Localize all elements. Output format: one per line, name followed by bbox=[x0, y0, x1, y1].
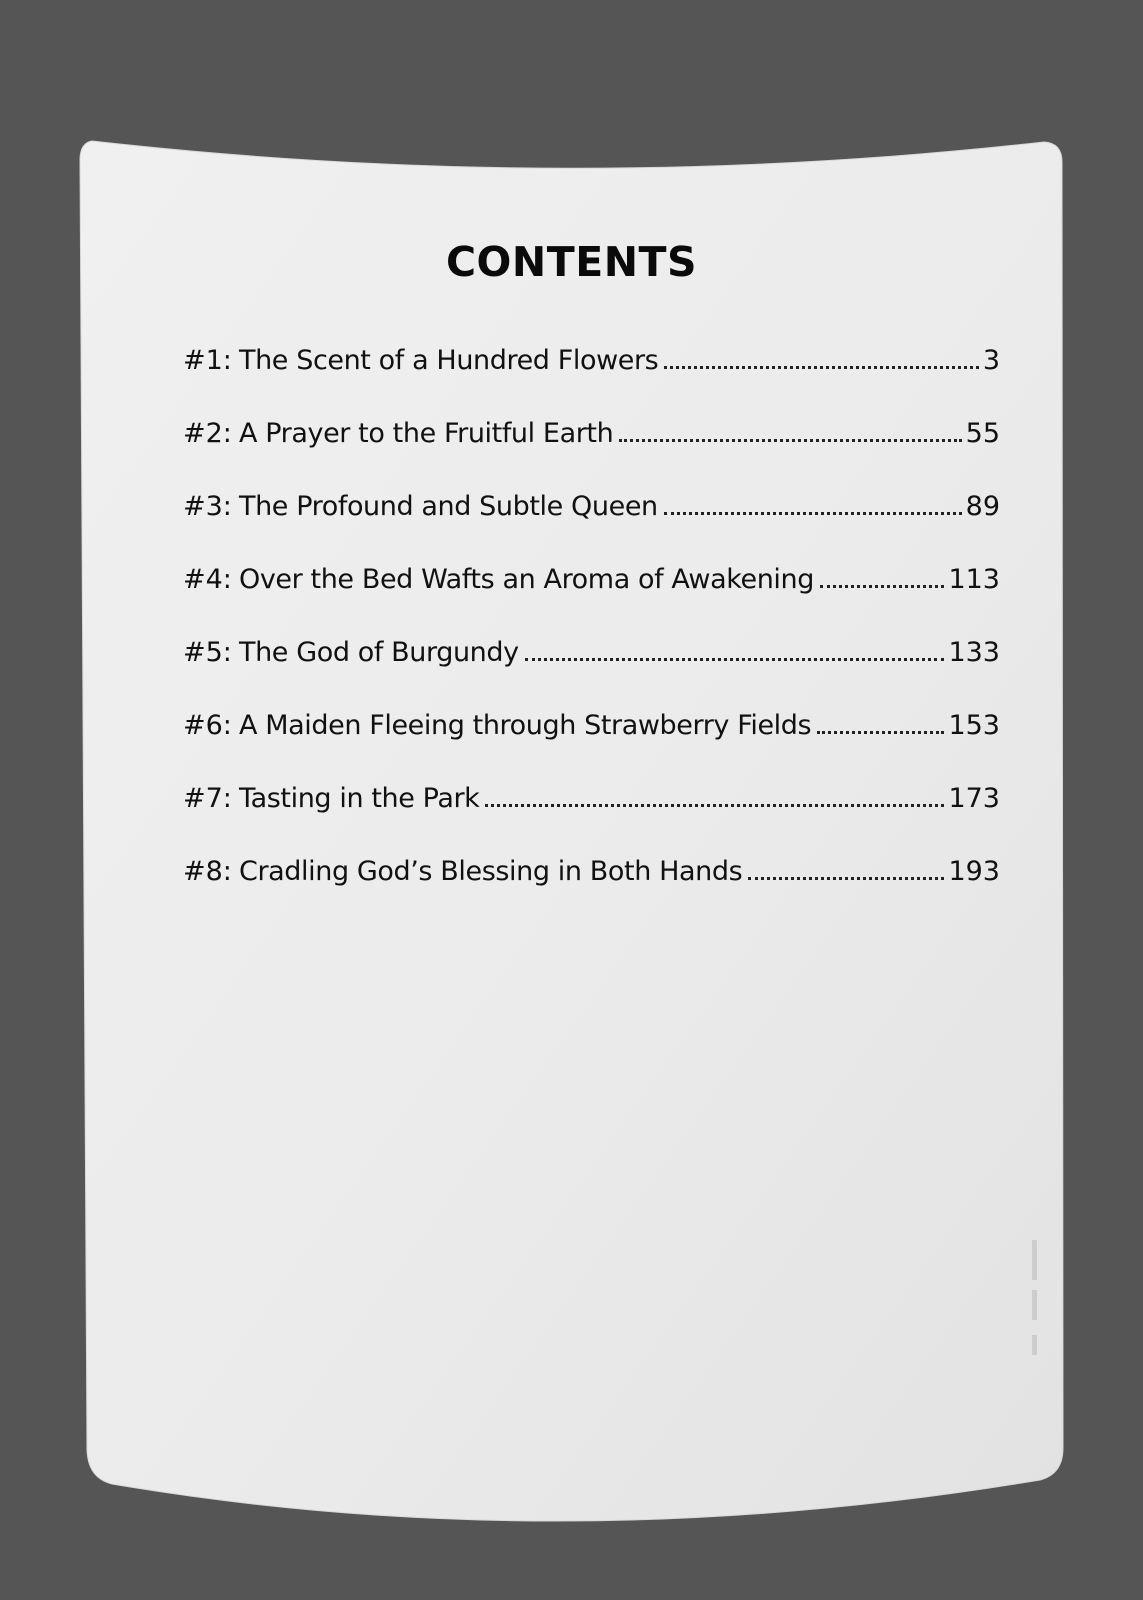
toc-entry[interactable] bbox=[183, 564, 1000, 637]
dot-leader bbox=[817, 730, 944, 734]
entry-number: #8: bbox=[183, 856, 232, 887]
faint-edge-marking bbox=[1030, 1240, 1040, 1360]
entry-page-number: 193 bbox=[948, 856, 1000, 887]
entry-number: #5: bbox=[183, 637, 232, 668]
entry-number: #6: bbox=[183, 710, 232, 741]
dot-leader bbox=[485, 803, 944, 807]
dot-leader bbox=[820, 584, 944, 588]
entry-page-number: 133 bbox=[948, 637, 1000, 668]
entry-page-number: 173 bbox=[948, 783, 1000, 814]
dot-leader bbox=[525, 657, 945, 661]
entry-number: #1: bbox=[183, 345, 232, 376]
toc-entry[interactable] bbox=[183, 418, 1000, 491]
dot-leader bbox=[748, 876, 944, 880]
dot-leader bbox=[619, 438, 961, 442]
entry-title: Cradling God’s Blessing in Both Hands bbox=[239, 856, 743, 887]
entry-title: Over the Bed Wafts an Aroma of Awakening bbox=[239, 564, 814, 595]
entry-page-number: 89 bbox=[965, 491, 1000, 522]
toc-entry[interactable] bbox=[183, 710, 1000, 783]
entry-title: The Profound and Subtle Queen bbox=[239, 491, 658, 522]
entry-page-number: 153 bbox=[948, 710, 1000, 741]
entry-number: #4: bbox=[183, 564, 232, 595]
toc-entry[interactable] bbox=[183, 345, 1000, 418]
toc-entry[interactable] bbox=[183, 856, 1000, 929]
entry-title: Tasting in the Park bbox=[239, 783, 480, 814]
dot-leader bbox=[664, 365, 978, 369]
entry-number: #2: bbox=[183, 418, 232, 449]
entry-page-number: 3 bbox=[982, 345, 1000, 376]
toc-entry[interactable] bbox=[183, 783, 1000, 856]
toc-entry[interactable] bbox=[183, 637, 1000, 710]
entry-page-number: 113 bbox=[948, 564, 1000, 595]
toc-entry[interactable] bbox=[183, 491, 1000, 564]
contents-heading: CONTENTS bbox=[445, 238, 698, 286]
entry-title: A Maiden Fleeing through Strawberry Fields bbox=[239, 710, 812, 741]
entry-page-number: 55 bbox=[965, 418, 1000, 449]
entry-title: A Prayer to the Fruitful Earth bbox=[239, 418, 614, 449]
dot-leader bbox=[664, 511, 962, 515]
entry-title: The Scent of a Hundred Flowers bbox=[239, 345, 659, 376]
entry-title: The God of Burgundy bbox=[239, 637, 519, 668]
entry-number: #7: bbox=[183, 783, 232, 814]
table-of-contents bbox=[183, 345, 1000, 929]
entry-number: #3: bbox=[183, 491, 232, 522]
